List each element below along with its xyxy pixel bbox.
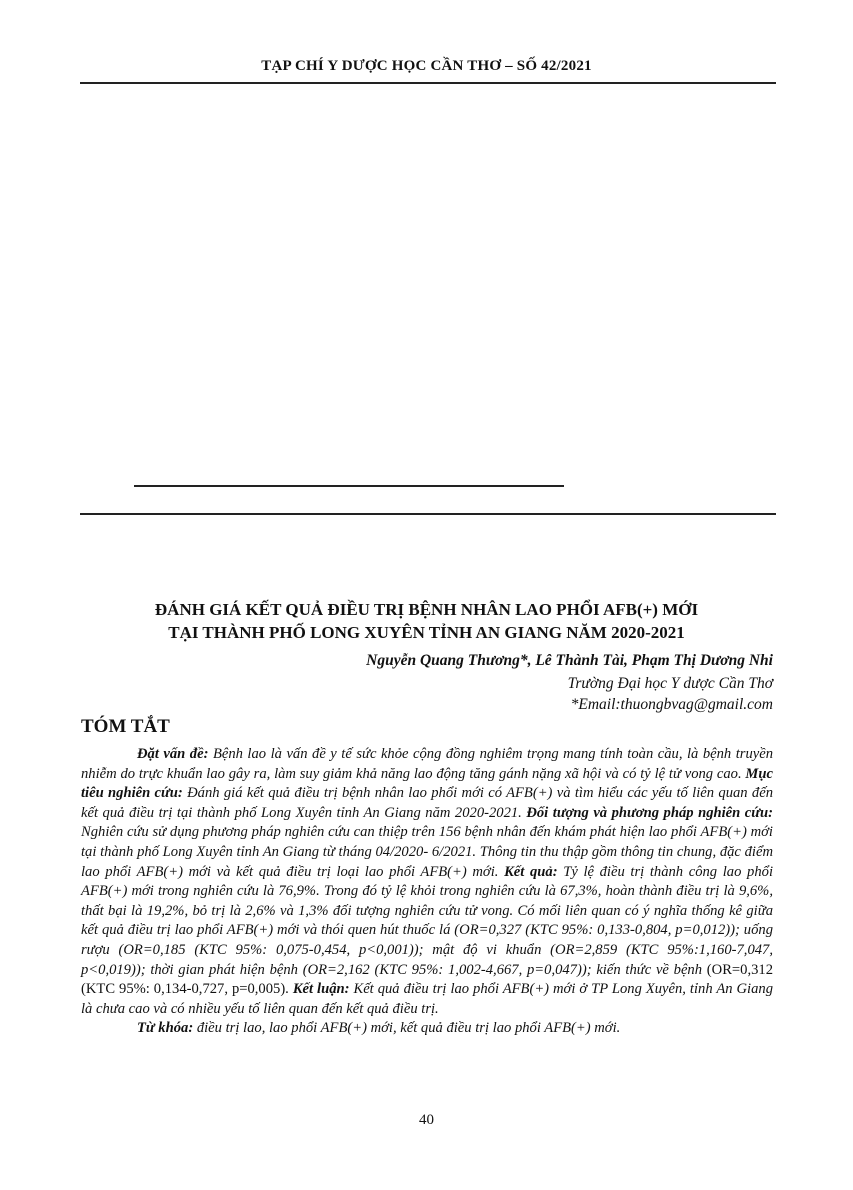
title-line-2: TẠI THÀNH PHỐ LONG XUYÊN TỈNH AN GIANG NĂM 2020-2021 (168, 623, 685, 642)
results-label: Kết quả: (504, 863, 558, 880)
author-list: Nguyễn Quang Thương*, Lê Thành Tài, Phạm Thị Dương Nhi (366, 652, 773, 669)
title-line-1: ĐÁNH GIÁ KẾT QUẢ ĐIỀU TRỊ BỆNH NHÂN LAO PHỔI AFB(+) MỚI (154, 600, 699, 619)
affiliation: Trường Đại học Y dược Cần Thơ (567, 675, 773, 692)
background-text: Bệnh lao là vấn đề y tế sức khỏe cộng đồng nghiêm trọng mang tính toàn cầu, là bệnh truyền nhiễm do trực khuẩn lao gây ra, làm suy giảm khả năng lao động tăng gánh nặng xã hội và có tỷ lệ tử vong cao. (81, 746, 773, 782)
header-rule (80, 82, 776, 84)
keywords-text: điều trị lao, lao phổi AFB(+) mới, kết quả điều trị lao phổi AFB(+) mới. (193, 1020, 621, 1037)
abstract-paragraph (81, 745, 773, 1019)
methods-label: Đối tượng và phương pháp nghiên cứu: (526, 804, 773, 821)
background-label: Đặt vấn đề: (137, 746, 209, 762)
abstract-body (81, 745, 773, 1039)
abstract-heading: TÓM TẮT (81, 716, 170, 737)
conclusion-label: Kết luận: (292, 981, 350, 998)
keywords-paragraph (81, 1019, 773, 1039)
short-divider (134, 485, 564, 487)
objective-text: Đánh giá kết quả điều trị bệnh nhân lao phổi mới có AFB(+) và tìm hiểu các yếu tố liên quan đến kết quả điều trị tại thành phố Long Xuyên tỉnh An Giang năm 2020-2021. (81, 785, 774, 821)
methods-text: Nghiên cứu sử dụng phương pháp nghiên cứu can thiệp trên 156 bệnh nhân đến khám phát hiện lao phổi AFB(+) mới tại thành phố Long Xuyên tỉnh An Giang từ tháng 04/2020- 6/2021. Thông tin thu thập gồm thông tin chung, đặc điểm lao phổi AFB(+) mới và kết quả điều trị loại lao phổi AFB(+) mới. (81, 824, 773, 880)
results-tail: (OR=0,312 (KTC 95%: 0,134-0,727, p=0,005). (81, 961, 773, 998)
results-text: Tỷ lệ điều trị thành công lao phổi AFB(+) mới trong nghiên cứu là 76,9%. Trong đó tỷ lệ khỏi trong nghiên cứu là 67,3%, hoàn thành điều trị là 9,6%, thất bại là 19,2%, bỏ trị là 2,6% và 1,3% đối tượng nghiên cứu tử vong. Có mối liên quan có ý nghĩa thống kê giữa kết quả điều trị lao phổi AFB(+) mới và thói quen hút thuốc lá (OR=0,327 (KTC 95%: 0,133-0,804, p=0,012)); uống rượu (OR=0,185 (KTC 95%: 0,075-0,454, p<0,001)); mật độ vi khuẩn (OR=2,859 (KTC 95%:1,160-7,047, p<0,019)); thời gian phát hiện bệnh (OR=2,162 (KTC 95%: 1,002-4,667, p=0,047)); kiến thức về bệnh (81, 863, 773, 978)
corresponding-email: *Email:thuongbvag@gmail.com (570, 696, 773, 713)
objective-label: Mục tiêu nghiên cứu: (81, 765, 773, 802)
page-number: 40 (419, 1112, 434, 1128)
journal-header: TẠP CHÍ Y DƯỢC HỌC CẦN THƠ – SỐ 42/2021 (261, 58, 592, 74)
conclusion-text: Kết quả điều trị lao phổi AFB(+) mới ở TP Long Xuyên, tỉnh An Giang là chưa cao và có nhiều yếu tố liên quan đến kết quả điều trị. (81, 981, 774, 1017)
article-title (60, 598, 793, 644)
keywords-label: Từ khóa: (137, 1020, 194, 1037)
section-divider (80, 513, 776, 515)
